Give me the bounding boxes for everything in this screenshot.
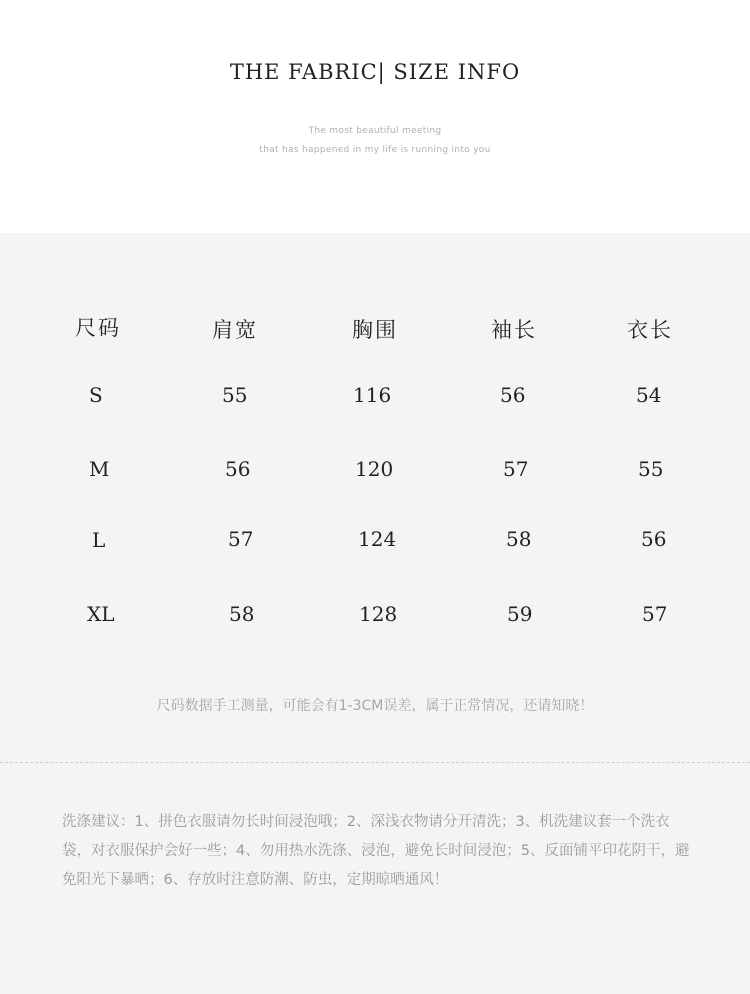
column-header-length: 衣长: [627, 318, 673, 342]
subtitle-line-2: that has happened in my life is running into you: [259, 145, 491, 155]
subtitle-line-1: The most beautiful meeting: [308, 126, 442, 136]
table-cell: L: [92, 528, 106, 552]
page-title: THE FABRIC| SIZE INFO: [229, 60, 521, 84]
table-cell: 55: [222, 383, 248, 407]
column-header-sleeve: 袖长: [491, 318, 537, 342]
table-cell: 128: [359, 602, 398, 626]
table-cell: S: [89, 383, 103, 407]
table-cell: 57: [503, 457, 529, 481]
column-header-size: 尺码: [75, 316, 121, 340]
washing-instructions: 洗涤建议：1、拼色衣服请勿长时间浸泡哦；2、深浅衣物请分开清洗；3、机洗建议套一个洗衣袋，对衣服保护会好一些；4、勿用热水洗涤、浸泡，避免长时间浸泡；5、反面铺平印花阴干，避免阳光下暴晒；6、存放时注意防潮、防虫，定期晾晒通风！: [62, 814, 690, 888]
table-cell: 59: [507, 602, 533, 626]
table-cell: 57: [228, 527, 254, 551]
column-header-chest: 胸围: [352, 318, 398, 342]
table-cell: 56: [225, 457, 251, 481]
header-section: [0, 0, 750, 233]
table-cell: 54: [636, 383, 662, 407]
table-cell: 58: [229, 602, 255, 626]
table-cell: 56: [500, 383, 526, 407]
table-cell: 124: [358, 527, 397, 551]
table-cell: 57: [642, 602, 668, 626]
dashed-divider: [0, 762, 750, 763]
table-cell: 116: [353, 383, 392, 407]
table-cell: M: [89, 457, 110, 481]
column-header-shoulder: 肩宽: [212, 318, 258, 342]
table-cell: 55: [638, 457, 664, 481]
table-cell: 120: [355, 457, 394, 481]
table-cell: XL: [87, 602, 115, 626]
measurement-note: 尺码数据手工测量，可能会有1-3CM误差，属于正常情况，还请知晓！: [156, 698, 594, 714]
table-cell: 58: [506, 527, 532, 551]
table-cell: 56: [641, 527, 667, 551]
